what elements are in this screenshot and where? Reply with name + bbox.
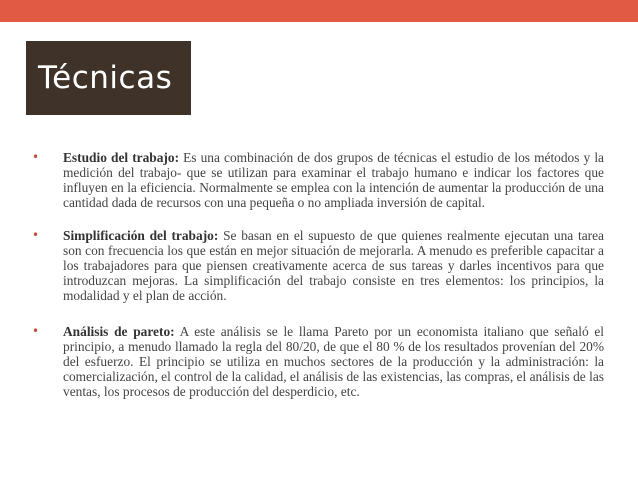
bullet-text: A este análisis se le llama Pareto por un economista italiano que señaló el principio, a menudo llamado la regla del 80/20, de que el 80 % de los resultados provenían del 20% del esfuerzo. El principio se utiliza en muchos sectores de la producción y la administración: la comercialización, el control de la calidad, el análisis de las existencias, las compras, el análisis de las ventas, los procesos de producción del desperdicio, etc. [63, 324, 605, 399]
bullet-item-estudio-del-trabajo [32, 150, 604, 210]
bullet-item-simplificacion-del-trabajo [32, 228, 604, 303]
slide-title: Técnicas [38, 60, 173, 96]
bullet-list [32, 150, 604, 417]
bullet-text: Es una combinación de dos grupos de técnicas el estudio de los métodos y la medición del trabajo- que se utilizan para examinar el trabajo humano e indicar los factores que influyen en la eficiencia. Normalmente se emplea con la intención de aumentar la producción de una cantidad dada de recursos con una pequeña o no ampliada inversión de capital. [63, 150, 604, 210]
top-accent-bar [0, 0, 638, 22]
bullet-text: Se basan en el supuesto de que quienes realmente ejecutan una tarea son con frecuencia los que están en mejor situación de mejorarla. A menudo es preferible capacitar a los trabajadores para que piensen creativamente acerca de sus tareas y darles incentivos para que introduzcan mejoras. La simplificación del trabajo consiste en tres elementos: los principios, la modalidad y el plan de acción. [63, 228, 604, 303]
bullet-item-analisis-de-pareto [32, 324, 604, 399]
bullet-term: Análisis de pareto: [63, 324, 175, 339]
bullet-term: Estudio del trabajo: [63, 150, 180, 165]
title-box [26, 41, 191, 115]
bullet-term: Simplificación del trabajo: [63, 228, 219, 243]
bullet-dot-icon: • [32, 324, 40, 338]
bullet-dot-icon: • [32, 150, 40, 164]
bullet-dot-icon: • [32, 228, 40, 242]
